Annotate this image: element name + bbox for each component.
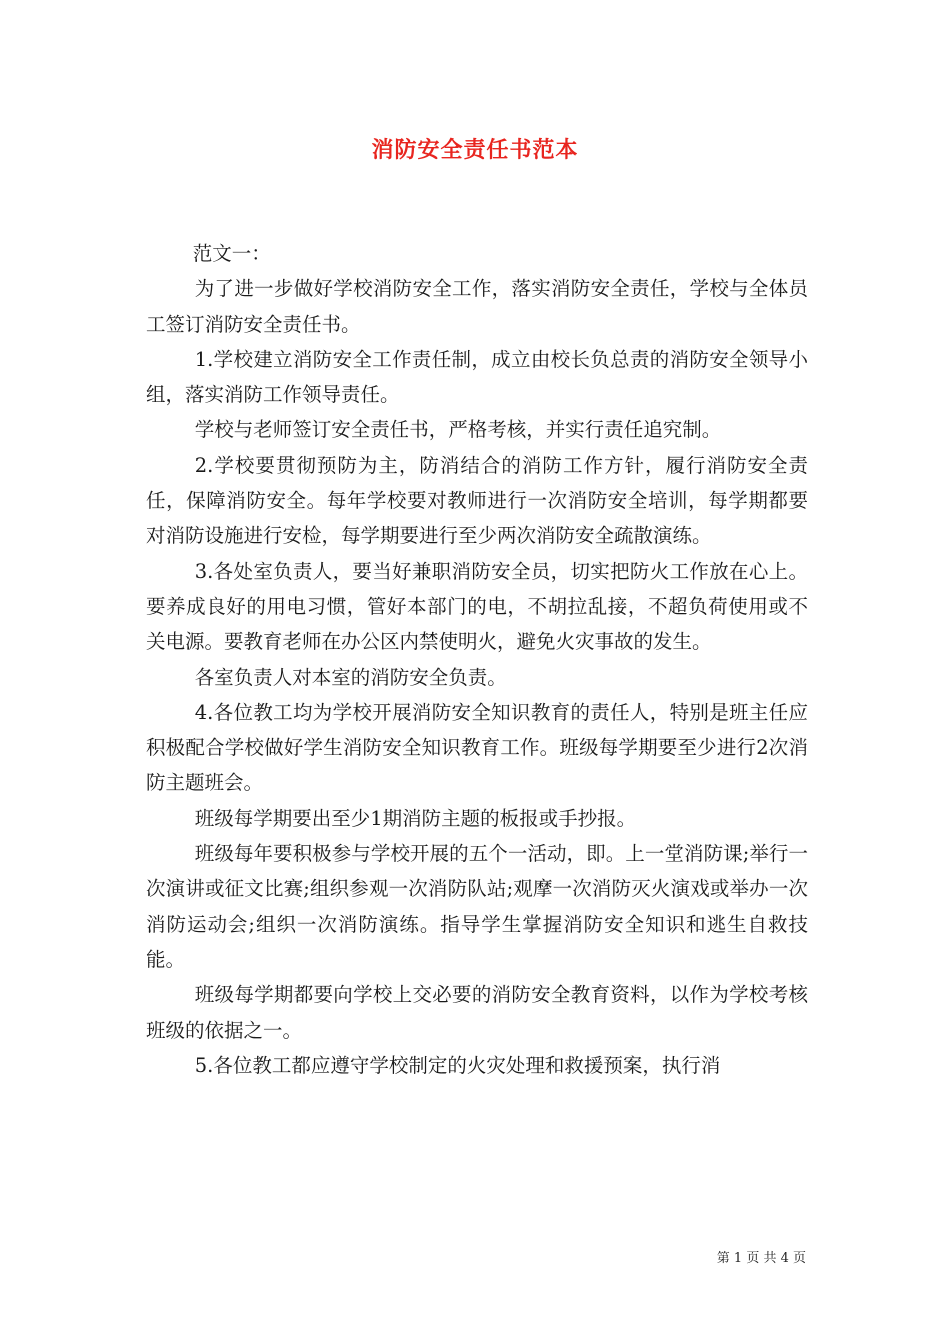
paragraph: 班级每学期都要向学校上交必要的消防安全教育资料，以作为学校考核班级的依据之一。 [146,983,808,1042]
paragraph: 为了进一步做好学校消防安全工作，落实消防安全责任，学校与全体员工签订消防安全责任书。 [146,277,808,336]
document-title: 消防安全责任书范本 [371,137,579,163]
paragraph: 1.学校建立消防安全工作责任制，成立由校长负总责的消防安全领导小组，落实消防工作领导责任。 [146,347,808,407]
paragraph: 学校与老师签订安全责任书，严格考核，并实行责任追究制。 [194,418,722,442]
paragraph: 5.各位教工都应遵守学校制定的火灾处理和救援预案，执行消 [194,1053,721,1077]
paragraph: 4.各位教工均为学校开展消防安全知识教育的责任人，特别是班主任应积极配合学校做好学生消防安全知识教育工作。班级每学期要至少进行2次消防主题班会。 [146,700,808,795]
paragraph: 2.学校要贯彻预防为主，防消结合的消防工作方针，履行消防安全责任，保障消防安全。每年学校要对教师进行一次消防安全培训，每学期都要对消防设施进行安检，每学期要进行至少两次消防安全疏散演练。 [146,453,808,548]
document-body [146,236,808,1083]
page-number-footer: 第 1 页 共 4 页 [716,1251,806,1266]
section-label: 范文一： [192,242,271,265]
paragraph: 3.各处室负责人，要当好兼职消防安全员，切实把防火工作放在心上。要养成良好的用电习惯，管好本部门的电，不胡拉乱接，不超负荷使用或不关电源。要教育老师在办公区内禁使明火，避免火灾事故的发生。 [146,559,808,654]
paragraph: 各室负责人对本室的消防安全负责。 [194,665,507,689]
paragraph: 班级每年要积极参与学校开展的五个一活动，即。上一堂消防课;举行一次演讲或征文比赛;组织参观一次消防队站;观摩一次消防灭火演戏或举办一次消防运动会;组织一次消防演练。指导学生掌握消防安全知识和逃生自救技能。 [146,842,808,971]
paragraph: 班级每学期要出至少1期消防主题的板报或手抄报。 [194,806,637,830]
